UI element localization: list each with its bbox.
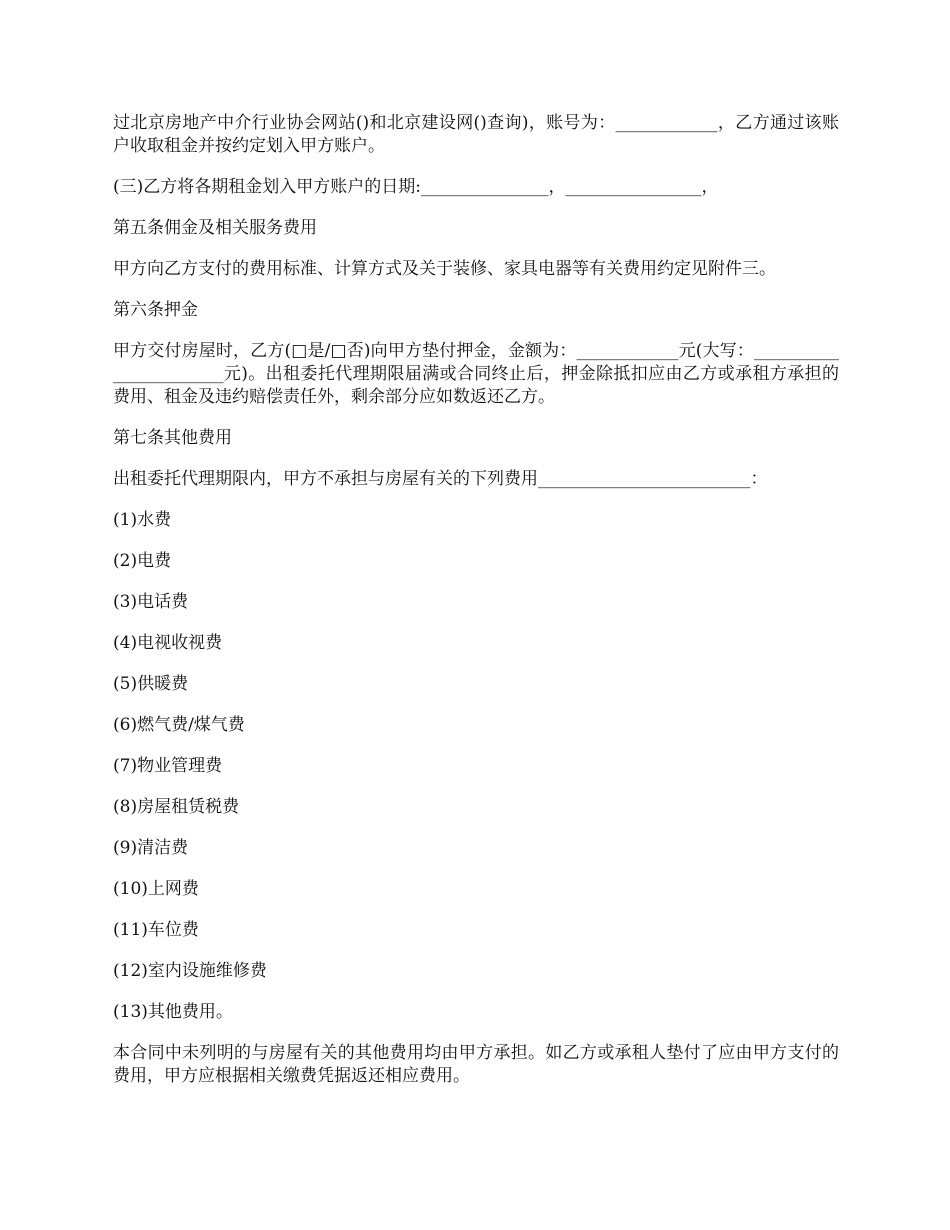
paragraph-account-info: 过北京房地产中介行业协会网站()和北京建设网()查询)，账号为：____________，乙方通过该账户收取租金并按约定划入甲方账户。 bbox=[113, 113, 839, 156]
heading-article-6: 第六条押金 bbox=[113, 300, 198, 320]
heading-article-5: 第五条佣金及相关服务费用 bbox=[113, 218, 317, 238]
list-item: (13)其他费用。 bbox=[113, 1002, 233, 1022]
paragraph-unlisted-fees: 本合同中未列明的与房屋有关的其他费用均由甲方承担。如乙方或承租人垫付了应由甲方支付的费用，甲方应根据相关缴费凭据返还相应费用。 bbox=[113, 1043, 839, 1086]
list-item: (1)水费 bbox=[113, 510, 172, 530]
list-item: (9)清洁费 bbox=[113, 838, 189, 858]
list-item: (7)物业管理费 bbox=[113, 756, 223, 776]
paragraph-transfer-dates: (三)乙方将各期租金划入甲方账户的日期:_______________，________________， bbox=[113, 177, 719, 197]
document-page bbox=[113, 112, 839, 1106]
list-item: (6)燃气费/煤气费 bbox=[113, 715, 245, 735]
heading-article-7: 第七条其他费用 bbox=[113, 428, 232, 448]
list-item: (2)电费 bbox=[113, 551, 172, 571]
paragraph-other-fees-intro: 出租委托代理期限内，甲方不承担与房屋有关的下列费用_________________________： bbox=[113, 469, 768, 489]
list-item: (4)电视收视费 bbox=[113, 633, 223, 653]
list-item: (10)上网费 bbox=[113, 879, 199, 899]
list-item: (11)车位费 bbox=[113, 920, 199, 940]
fee-list bbox=[113, 509, 839, 1024]
list-item: (12)室内设施维修费 bbox=[113, 961, 267, 981]
list-item: (3)电话费 bbox=[113, 592, 189, 612]
paragraph-commission: 甲方向乙方支付的费用标准、计算方式及关于装修、家具电器等有关费用约定见附件三。 bbox=[113, 259, 776, 279]
paragraph-deposit: 甲方交付房屋时，乙方(□是/□否)向甲方垫付押金，金额为：____________元(大写：_______________________元)。出租委托代理期限届满或合同终止后，押金除抵扣应由乙方或承租方承担的费用、租金及违约赔偿责任外，剩余部分应如数返还乙方。 bbox=[113, 341, 839, 407]
list-item: (8)房屋租赁税费 bbox=[113, 797, 240, 817]
list-item: (5)供暖费 bbox=[113, 674, 189, 694]
